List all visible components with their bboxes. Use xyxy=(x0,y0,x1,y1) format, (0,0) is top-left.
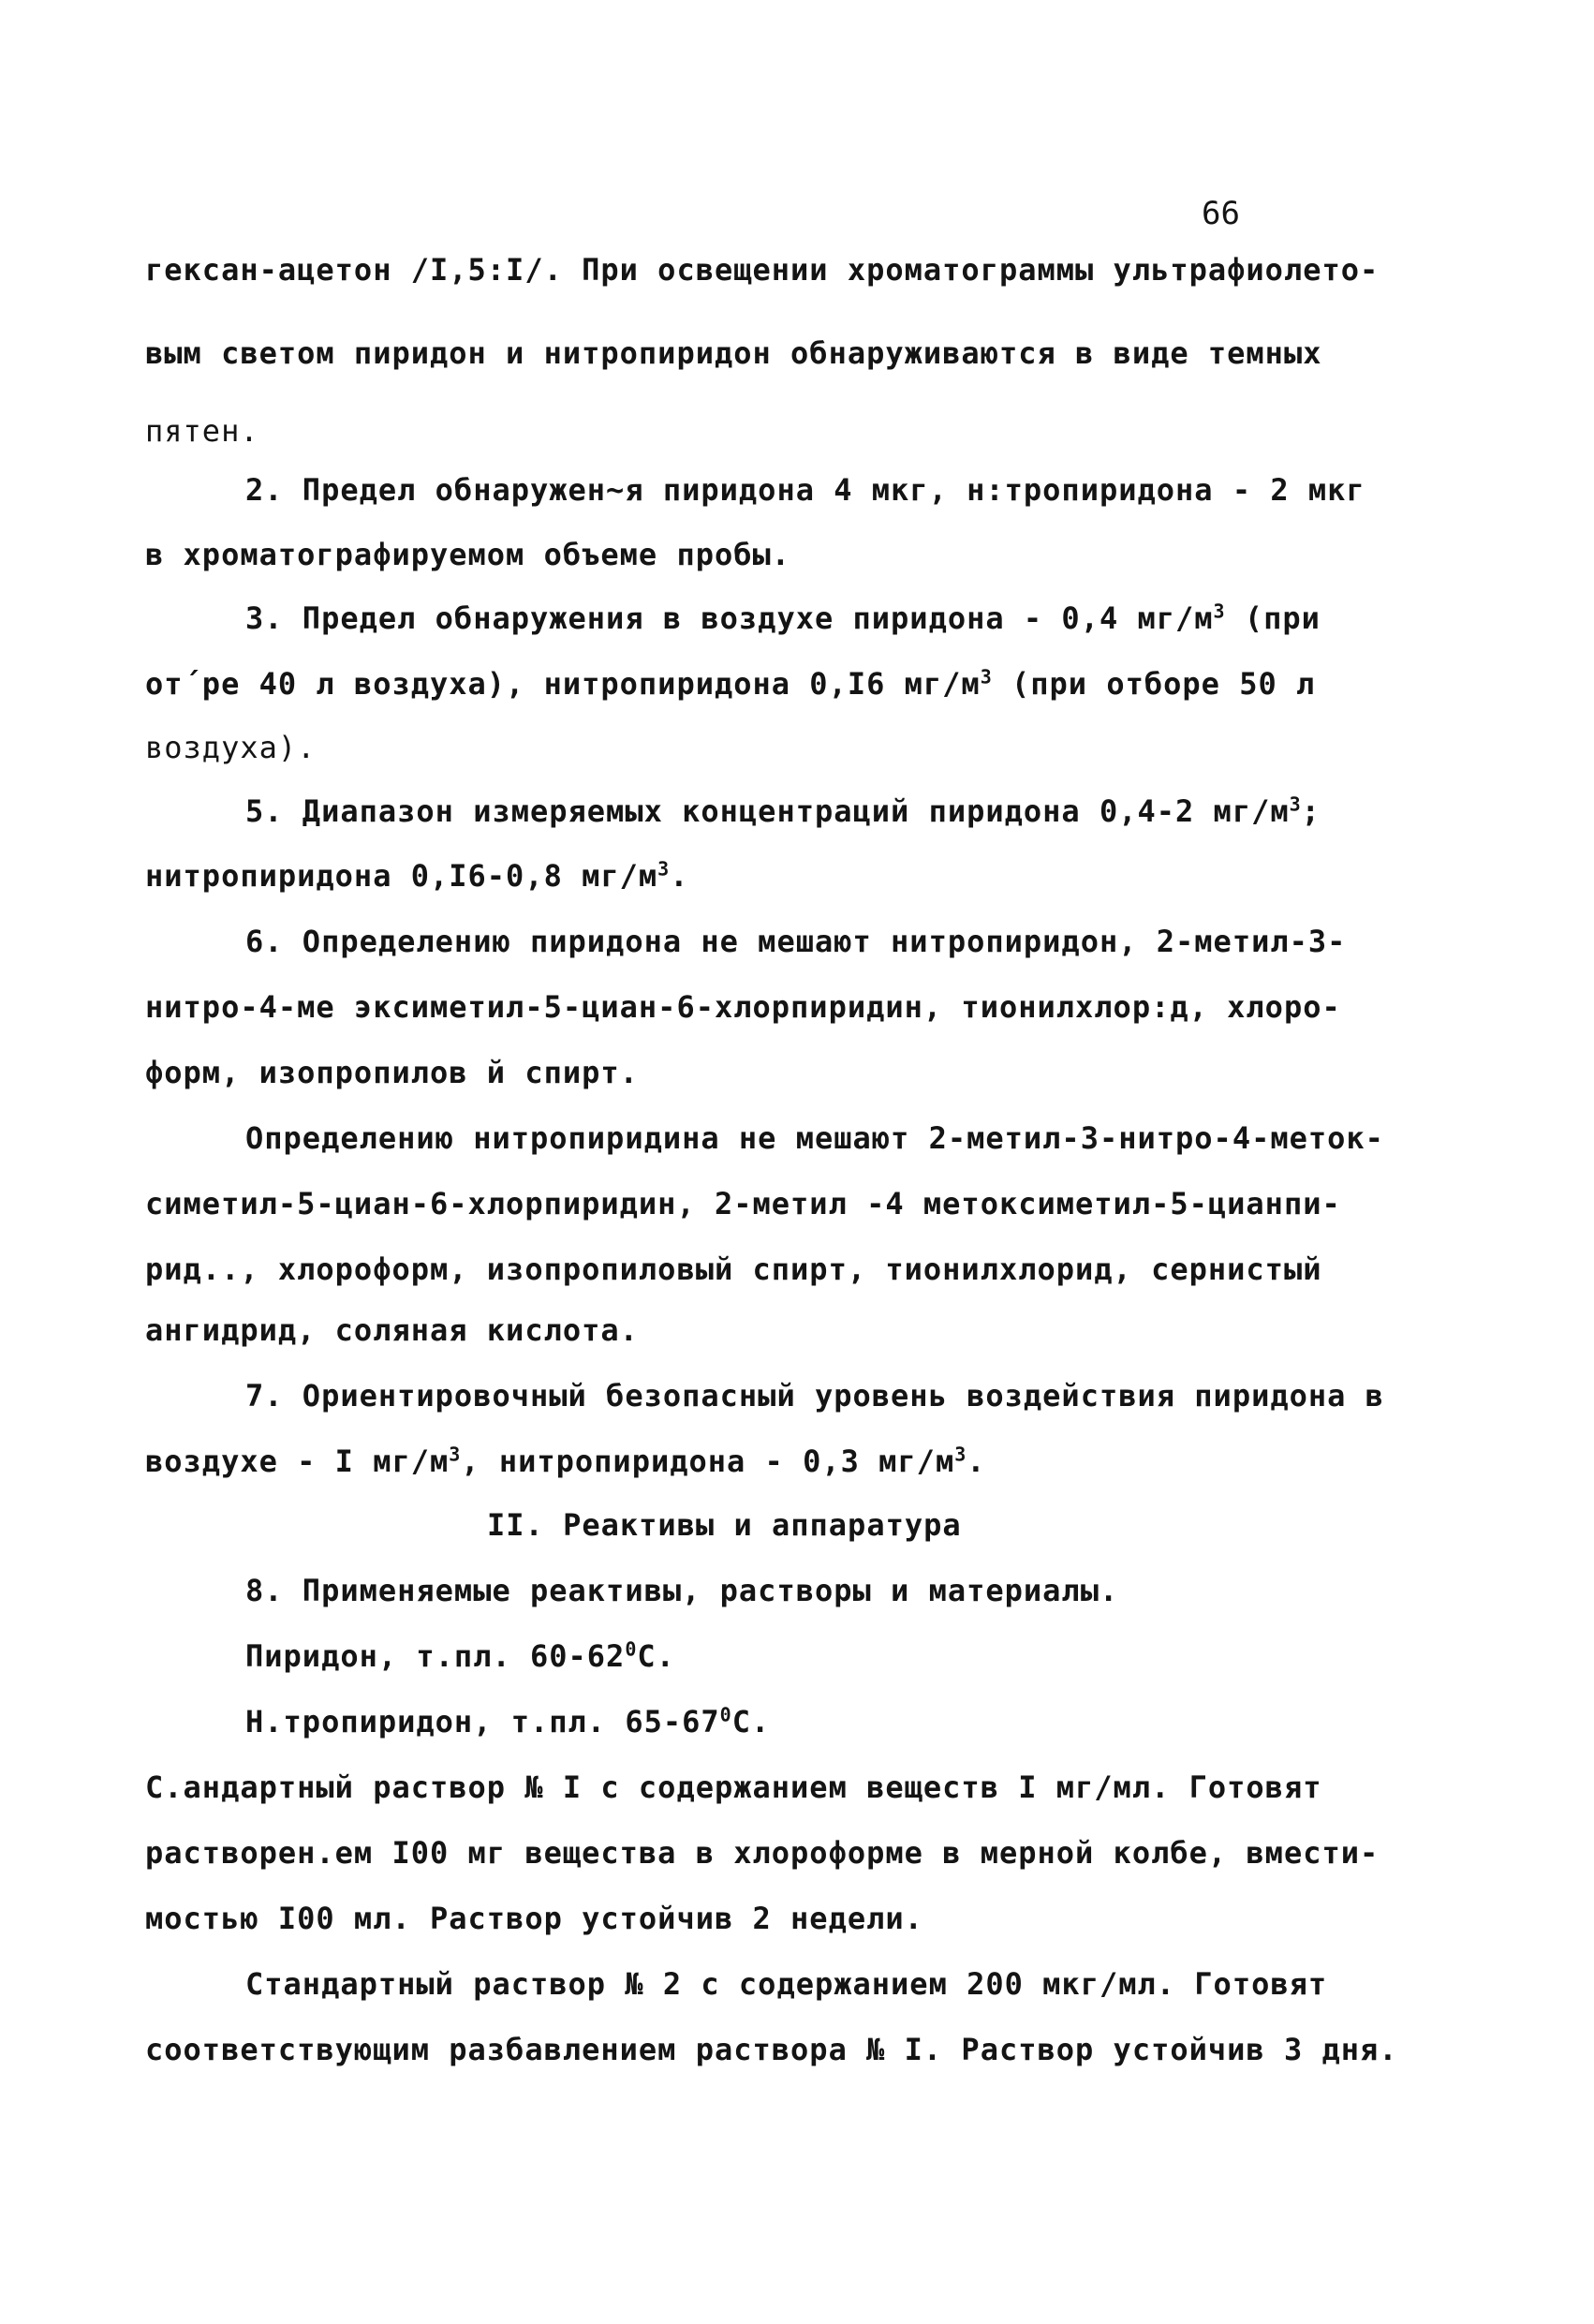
line-text: в хроматографируемом объеме пробы. xyxy=(145,537,791,572)
text-line xyxy=(245,1572,1118,1609)
line-text: рид.., хлороформ, изопропиловый спирт, тионилхлорид, сернистый xyxy=(145,1251,1322,1287)
line-text: 8. Применяемые реактивы, растворы и материалы. xyxy=(245,1573,1119,1608)
line-text: вым светом пиридон и нитропиридон обнаруживаются в виде темных xyxy=(145,335,1322,371)
line-text: (при xyxy=(1225,600,1321,636)
line-text: С. xyxy=(637,1638,675,1674)
superscript: 3 xyxy=(980,665,993,688)
text-line xyxy=(145,1443,986,1480)
line-text: нитропиридона 0,I6-0,8 мг/м xyxy=(145,858,658,894)
text-line xyxy=(145,536,790,573)
line-text: пятен. xyxy=(145,413,259,449)
line-text: . xyxy=(670,858,689,894)
line-text: 6. Определению пиридона не мешают нитропиридон, 2-метил-3- xyxy=(245,924,1347,959)
line-text: растворен.ем I00 мг вещества в хлороформе в мерной колбе, вмести- xyxy=(145,1835,1380,1871)
superscript: 3 xyxy=(657,857,671,881)
line-text: С. xyxy=(731,1704,771,1739)
text-line xyxy=(145,412,259,450)
line-text: воздухе - I мг/м xyxy=(145,1443,450,1479)
line-text: . xyxy=(967,1443,986,1479)
line-text: нитро-4-ме эксиметил-5-циан-6-хлорпиридин, тионилхлор:д, хлоро- xyxy=(145,989,1341,1025)
line-text: 7. Ориентировочный безопасный уровень воздействия пиридона в xyxy=(245,1378,1384,1414)
text-line xyxy=(145,988,1341,1026)
text-line xyxy=(245,1703,770,1740)
text-line xyxy=(245,923,1346,960)
line-text: 5. Диапазон измеряемых концентраций пиридона 0,4-2 мг/м xyxy=(245,793,1290,829)
line-text: II. Реактивы и аппаратура xyxy=(487,1507,962,1543)
text-line xyxy=(145,1185,1341,1222)
line-text: 3. Предел обнаружения в воздухе пиридона - 0,4 мг/м xyxy=(245,600,1214,636)
line-text: С.андартный раствор № I с содержанием веществ I мг/мл. Готовят xyxy=(145,1769,1322,1805)
superscript: 3 xyxy=(954,1443,967,1466)
superscript: 3 xyxy=(1289,792,1302,816)
text-line xyxy=(145,729,316,766)
line-text: гексан-ацетон /I,5:I/. При освещении хроматограммы ультрафиолето- xyxy=(145,252,1380,288)
text-line xyxy=(145,665,1315,703)
line-text: Определению нитропиридина не мешают 2-метил-3-нитро-4-меток- xyxy=(245,1120,1384,1156)
text-line xyxy=(245,792,1321,830)
text-line xyxy=(145,1311,639,1349)
text-line xyxy=(145,251,1379,289)
line-text: ; xyxy=(1301,793,1321,829)
page-number: 66 xyxy=(1202,195,1240,232)
section-heading xyxy=(487,1506,962,1544)
line-text: ангидрид, соляная кислота. xyxy=(145,1312,639,1348)
text-line xyxy=(245,600,1321,637)
text-line xyxy=(245,1377,1384,1414)
text-line xyxy=(245,1965,1327,2003)
line-text: Н.тропиридон, т.пл. 65-67 xyxy=(245,1704,720,1739)
line-text: форм, изопропилов й спирт. xyxy=(145,1055,639,1090)
text-line xyxy=(145,1834,1379,1872)
text-line xyxy=(245,471,1365,509)
text-line xyxy=(145,1251,1321,1288)
text-line xyxy=(145,1769,1321,1806)
text-line xyxy=(145,1054,639,1091)
superscript: 0 xyxy=(719,1703,732,1726)
text-line xyxy=(245,1637,675,1675)
text-line xyxy=(145,334,1321,372)
text-line xyxy=(145,1900,923,1937)
line-text: мостью I00 мл. Раствор устойчив 2 недели. xyxy=(145,1901,923,1936)
line-text: симетил-5-циан-6-хлорпиридин, 2-метил -4 метоксиметил-5-цианпи- xyxy=(145,1186,1341,1221)
line-text: 2. Предел обнаружен~я пиридона 4 мкг, н:тропиридона - 2 мкг xyxy=(245,472,1365,508)
superscript: 3 xyxy=(1213,600,1226,623)
line-text: Пиридон, т.пл. 60-62 xyxy=(245,1638,626,1674)
line-text: (при отборе 50 л xyxy=(992,666,1316,702)
text-line xyxy=(245,1119,1384,1157)
superscript: 0 xyxy=(625,1637,638,1661)
line-text: , нитропиридона - 0,3 мг/м xyxy=(461,1443,955,1479)
line-text: Стандартный раствор № 2 с содержанием 200 мкг/мл. Готовят xyxy=(245,1966,1328,2002)
line-text: воздуха). xyxy=(145,730,317,765)
text-line xyxy=(145,857,688,895)
line-text: соответствующим разбавлением раствора № I. Раствор устойчив 3 дня. xyxy=(145,2032,1398,2067)
superscript: 3 xyxy=(449,1443,462,1466)
line-text: от´ре 40 л воздуха), нитропиридона 0,I6 мг/м xyxy=(145,666,981,702)
text-line xyxy=(145,2031,1398,2068)
